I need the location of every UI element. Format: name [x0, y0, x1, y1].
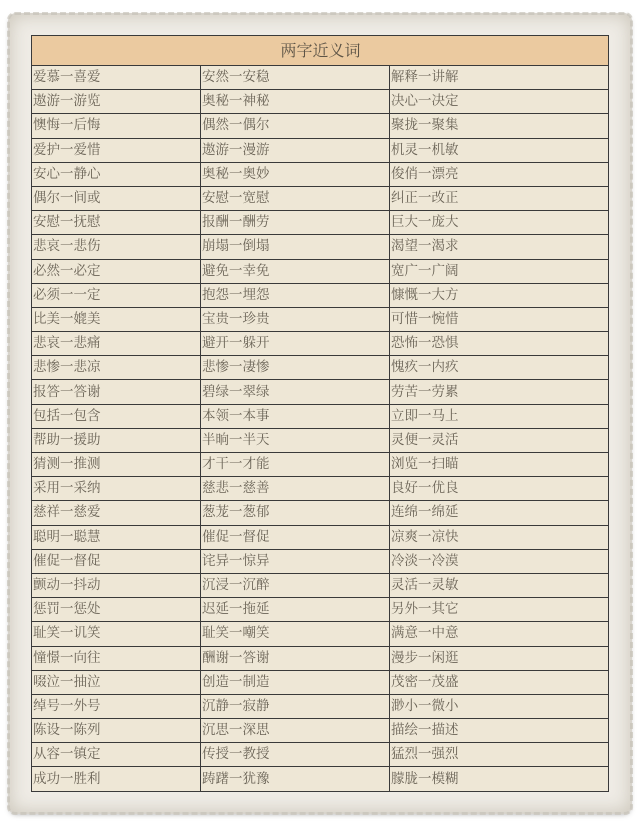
synonym-pair-cell: 爱护一爱惜 [32, 138, 201, 162]
table-row [32, 549, 609, 573]
table-row [32, 235, 609, 259]
table-row [32, 211, 609, 235]
table-row [32, 404, 609, 428]
table-row [32, 501, 609, 525]
synonym-pair-cell: 陈设一陈列 [32, 719, 201, 743]
table-row [32, 380, 609, 404]
synonym-pair-cell: 慷慨一大方 [390, 283, 609, 307]
synonym-pair-cell: 安然一安稳 [201, 66, 390, 90]
table-row [32, 525, 609, 549]
table-row [32, 307, 609, 331]
synonym-pair-cell: 悲惨一悲凉 [32, 356, 201, 380]
table-row [32, 428, 609, 452]
synonym-pair-cell: 绰号一外号 [32, 694, 201, 718]
synonym-pair-cell: 诧异一惊异 [201, 549, 390, 573]
synonym-pair-cell: 半晌一半天 [201, 428, 390, 452]
synonym-pair-cell: 描绘一描述 [390, 719, 609, 743]
synonym-pair-cell: 恐怖一恐惧 [390, 332, 609, 356]
synonym-pair-cell: 比美一媲美 [32, 307, 201, 331]
synonym-pair-cell: 包括一包含 [32, 404, 201, 428]
synonym-pair-cell: 茂密一茂盛 [390, 670, 609, 694]
synonym-pair-cell: 遨游一漫游 [201, 138, 390, 162]
synonym-pair-cell: 奥秘一奥妙 [201, 162, 390, 186]
table-title: 两字近义词 [32, 36, 609, 66]
synonym-pair-cell: 惩罚一惩处 [32, 598, 201, 622]
synonym-pair-cell: 灵便一灵活 [390, 428, 609, 452]
synonym-pair-cell: 纠正一改正 [390, 186, 609, 210]
synonym-pair-cell: 浏览一扫瞄 [390, 453, 609, 477]
synonym-pair-cell: 悲哀一悲痛 [32, 332, 201, 356]
synonym-pair-cell: 沉思一深思 [201, 719, 390, 743]
synonym-pair-cell: 猜测一推测 [32, 453, 201, 477]
synonym-pair-cell: 猛烈一强烈 [390, 743, 609, 767]
synonym-pair-cell: 决心一决定 [390, 90, 609, 114]
synonym-pair-cell: 渺小一微小 [390, 694, 609, 718]
table-row [32, 356, 609, 380]
synonym-pair-cell: 葱茏一葱郁 [201, 501, 390, 525]
synonym-pair-cell: 慈祥一慈爱 [32, 501, 201, 525]
table-row [32, 598, 609, 622]
synonym-pair-cell: 偶然一偶尔 [201, 114, 390, 138]
synonym-pair-cell: 渴望一渴求 [390, 235, 609, 259]
synonym-pair-cell: 慈悲一慈善 [201, 477, 390, 501]
table-row [32, 670, 609, 694]
table-row [32, 283, 609, 307]
table-row [32, 743, 609, 767]
table-row [32, 186, 609, 210]
table-row [32, 646, 609, 670]
synonym-pair-cell: 耻笑一讥笑 [32, 622, 201, 646]
table-row [32, 767, 609, 791]
synonym-pair-cell: 催促一督促 [201, 525, 390, 549]
synonym-pair-cell: 悲惨一凄惨 [201, 356, 390, 380]
synonym-pair-cell: 偶尔一间或 [32, 186, 201, 210]
synonym-pair-cell: 宽广一广阔 [390, 259, 609, 283]
synonym-pair-cell: 聚拢一聚集 [390, 114, 609, 138]
synonyms-table [31, 35, 609, 792]
synonym-pair-cell: 必须一一定 [32, 283, 201, 307]
synonym-pair-cell: 宝贵一珍贵 [201, 307, 390, 331]
synonym-pair-cell: 立即一马上 [390, 404, 609, 428]
synonym-pair-cell: 采用一采纳 [32, 477, 201, 501]
table-row [32, 162, 609, 186]
synonym-pair-cell: 巨大一庞大 [390, 211, 609, 235]
synonym-pair-cell: 俊俏一漂亮 [390, 162, 609, 186]
synonym-pair-cell: 劳苦一劳累 [390, 380, 609, 404]
synonym-pair-cell: 安慰一宽慰 [201, 186, 390, 210]
synonym-pair-cell: 从容一镇定 [32, 743, 201, 767]
synonym-pair-cell: 冷淡一冷漠 [390, 549, 609, 573]
table-row [32, 259, 609, 283]
table-row [32, 332, 609, 356]
synonym-pair-cell: 遨游一游览 [32, 90, 201, 114]
synonym-pair-cell: 另外一其它 [390, 598, 609, 622]
synonym-pair-cell: 悲哀一悲伤 [32, 235, 201, 259]
table-row [32, 90, 609, 114]
synonym-pair-cell: 愧疚一内疚 [390, 356, 609, 380]
synonym-pair-cell: 帮助一援助 [32, 428, 201, 452]
synonym-pair-cell: 啜泣一抽泣 [32, 670, 201, 694]
synonym-pair-cell: 踌躇一犹豫 [201, 767, 390, 791]
synonym-pair-cell: 创造一制造 [201, 670, 390, 694]
synonym-pair-cell: 避免一幸免 [201, 259, 390, 283]
synonym-pair-cell: 可惜一惋惜 [390, 307, 609, 331]
synonym-pair-cell: 催促一督促 [32, 549, 201, 573]
synonym-pair-cell: 憧憬一向往 [32, 646, 201, 670]
synonym-pair-cell: 连绵一绵延 [390, 501, 609, 525]
synonym-pair-cell: 解释一讲解 [390, 66, 609, 90]
table-row [32, 573, 609, 597]
table-header-row [32, 36, 609, 66]
table-row [32, 694, 609, 718]
table-row [32, 477, 609, 501]
table-row [32, 622, 609, 646]
synonym-pair-cell: 必然一必定 [32, 259, 201, 283]
table-row [32, 719, 609, 743]
synonym-pair-cell: 成功一胜利 [32, 767, 201, 791]
synonym-pair-cell: 机灵一机敏 [390, 138, 609, 162]
synonym-pair-cell: 满意一中意 [390, 622, 609, 646]
table-row [32, 114, 609, 138]
synonym-pair-cell: 本领一本事 [201, 404, 390, 428]
synonym-pair-cell: 耻笑一嘲笑 [201, 622, 390, 646]
synonym-pair-cell: 酬谢一答谢 [201, 646, 390, 670]
synonym-pair-cell: 灵活一灵敏 [390, 573, 609, 597]
synonym-pair-cell: 报答一答谢 [32, 380, 201, 404]
synonym-pair-cell: 崩塌一倒塌 [201, 235, 390, 259]
synonym-pair-cell: 迟延一拖延 [201, 598, 390, 622]
synonym-pair-cell: 颤动一抖动 [32, 573, 201, 597]
synonym-pair-cell: 安慰一抚慰 [32, 211, 201, 235]
synonym-pair-cell: 懊悔一后悔 [32, 114, 201, 138]
synonym-pair-cell: 沉静一寂静 [201, 694, 390, 718]
synonym-pair-cell: 良好一优良 [390, 477, 609, 501]
synonym-pair-cell: 抱怨一埋怨 [201, 283, 390, 307]
table-row [32, 66, 609, 90]
synonym-pair-cell: 报酬一酬劳 [201, 211, 390, 235]
synonym-pair-cell: 聪明一聪慧 [32, 525, 201, 549]
synonym-pair-cell: 才干一才能 [201, 453, 390, 477]
synonym-pair-cell: 避开一躲开 [201, 332, 390, 356]
synonym-pair-cell: 传授一教授 [201, 743, 390, 767]
synonym-pair-cell: 漫步一闲逛 [390, 646, 609, 670]
table-row [32, 453, 609, 477]
table-body [32, 66, 609, 792]
synonym-pair-cell: 碧绿一翠绿 [201, 380, 390, 404]
synonym-pair-cell: 奥秘一神秘 [201, 90, 390, 114]
synonym-pair-cell: 凉爽一凉快 [390, 525, 609, 549]
table-row [32, 138, 609, 162]
synonym-pair-cell: 安心一静心 [32, 162, 201, 186]
synonym-pair-cell: 爱慕一喜爱 [32, 66, 201, 90]
synonym-pair-cell: 朦胧一模糊 [390, 767, 609, 791]
synonym-pair-cell: 沉浸一沉醉 [201, 573, 390, 597]
